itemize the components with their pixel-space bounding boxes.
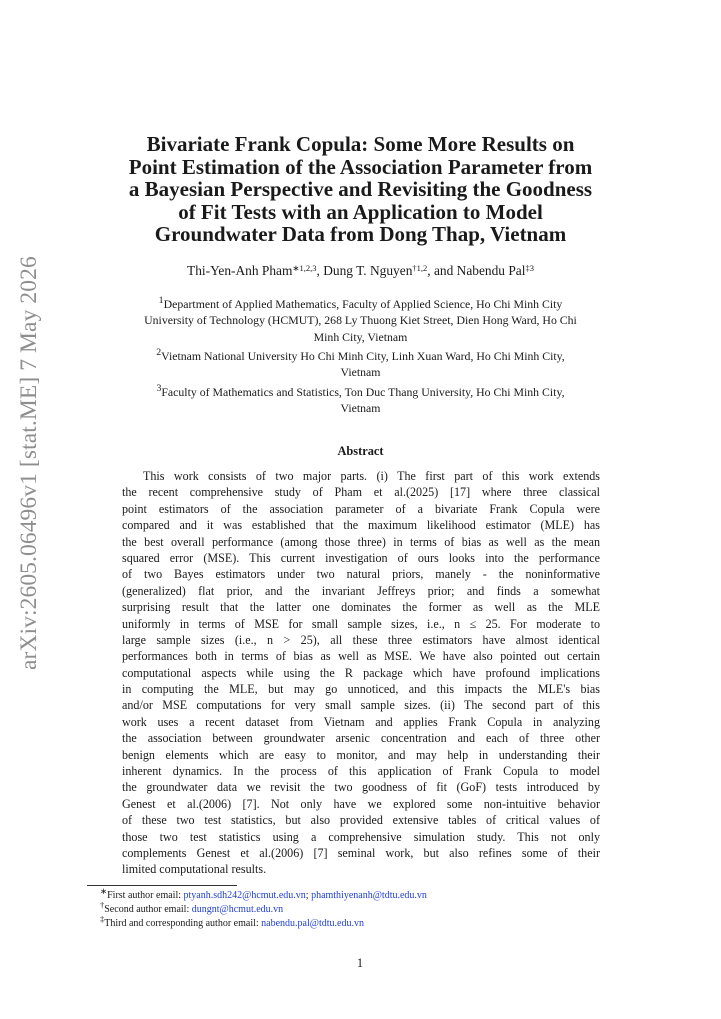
footnote-third-author xyxy=(100,914,620,931)
author-name: Thi-Yen-Anh Pham xyxy=(187,263,293,278)
footnote-first-author xyxy=(100,886,620,903)
author-marks: ∗1,2,3 xyxy=(292,263,317,273)
email-link[interactable]: phamthiyenanh@tdtu.edu.vn xyxy=(311,890,427,901)
footnote-rule xyxy=(87,885,237,886)
abstract-line: uniformly in terms of MSE for small sample sizes, i.e., n ≤ 25. For moderate to xyxy=(122,616,600,631)
abstract-line: compared and it was established that the maximum likelihood estimator (MLE) has xyxy=(122,518,600,533)
author-marks: †1,2 xyxy=(412,263,428,273)
affiliation-line: Vietnam xyxy=(340,365,381,380)
abstract-line: Genest et al.(2006) [7]. Not only have we explored some non-intuitive behavior xyxy=(122,796,600,811)
abstract-line: of these two test statistics, but also provided extensive tables of critical values of xyxy=(122,813,600,828)
abstract-line: This work consists of two major parts. (i) The first part of this work extends xyxy=(143,469,600,483)
abstract-line: of two Bayes estimators under two natural priors, manely - the noninformative xyxy=(122,567,600,582)
affiliation-line xyxy=(86,293,635,312)
abstract-line: work uses a recent dataset from Vietnam and applies Frank Copula in analyzing xyxy=(122,714,600,729)
arxiv-identifier: arXiv:2605.06496v1 [stat.ME] 7 May 2026 xyxy=(16,256,42,670)
affiliation-line: Minh City, Vietnam xyxy=(313,329,408,344)
affiliation-line: University of Technology (HCMUT), 268 Ly Thuong Kiet Street, Dien Hong Ward, Ho Chi xyxy=(144,313,577,328)
footnote-label: First author email: xyxy=(107,890,184,901)
abstract-line: point estimators of the association parameter of a bivariate Frank Copula were xyxy=(122,501,600,516)
title-line: Groundwater Data from Dong Thap, Vietnam xyxy=(154,222,567,246)
email-link[interactable]: ptyanh.sdh242@hcmut.edu.vn xyxy=(183,890,306,901)
abstract-heading: Abstract xyxy=(337,444,384,458)
abstract-line: the best overall performance (among those three) in terms of bias as well as the mean xyxy=(122,534,600,549)
footnote-mark: ‡ xyxy=(100,914,105,924)
footnote-label: Third and corresponding author email: xyxy=(104,918,262,929)
abstract-body xyxy=(122,468,600,878)
affiliation-line xyxy=(86,381,635,400)
abstract-line: the recent comprehensive study of Pham et al.(2025) [17] where three classical xyxy=(122,485,600,500)
author-name: Nabendu Pal xyxy=(456,263,526,278)
abstract-line: performances both in terms of bias as well as MSE. We have also pointed out certain xyxy=(122,649,600,664)
email-link[interactable]: nabendu.pal@tdtu.edu.vn xyxy=(261,918,364,929)
author-list xyxy=(80,263,641,279)
abstract-line: surprising result that the latter one dominates the former as well as the MLE xyxy=(122,600,600,615)
title-line: of Fit Tests with an Application to Model xyxy=(178,199,543,224)
footnote-separator: ; xyxy=(305,890,312,901)
email-link[interactable]: dungnt@hcmut.edu.vn xyxy=(191,904,284,915)
affiliation-line xyxy=(86,345,635,364)
footnote-mark: ∗ xyxy=(100,886,108,896)
affiliation-mark: 1 xyxy=(158,295,164,306)
abstract-line: computational aspects while using the R package which have profound implications xyxy=(122,665,600,680)
affiliation-text: Faculty of Mathematics and Statistics, Ton Duc Thang University, Ho Chi Minh City, xyxy=(161,384,565,399)
abstract-line: inherent dynamics. In the process of this application of Frank Copula to model xyxy=(122,764,600,779)
abstract-line: squared error (MSE). This current investigation of ours looks into the performance xyxy=(122,550,600,565)
abstract-line: (generalized) flat prior, and the invariant Jeffreys prior; and finds a somewhat xyxy=(122,583,600,598)
affiliation-text: Department of Applied Mathematics, Faculty of Applied Science, Ho Chi Minh City xyxy=(163,296,563,311)
abstract-line: and/or MSE computations for very small sample sizes. (ii) The second part of this xyxy=(122,698,600,713)
affiliation-mark: 3 xyxy=(156,382,162,394)
author-name: Dung T. Nguyen xyxy=(323,263,413,278)
abstract-line: the association between groundwater arsenic concentration and each of three other xyxy=(122,731,600,746)
abstract-line: complements Genest et al.(2006) [7] seminal work, but also refines some of their xyxy=(122,845,600,860)
author-separator: , xyxy=(316,263,324,278)
abstract-line: limited computational results. xyxy=(122,862,267,877)
title-line: a Bayesian Perspective and Revisiting the Goodness xyxy=(128,177,593,201)
affiliation-text: Vietnam National University Ho Chi Minh City, Linh Xuan Ward, Ho Chi Minh City, xyxy=(161,349,565,364)
title-line: Bivariate Frank Copula: Some More Results on xyxy=(146,132,575,156)
footnote-second-author xyxy=(100,900,620,917)
abstract-line: those two test statistics using a comprehensive simulation study. This not only xyxy=(122,829,600,844)
affiliation-line: Vietnam xyxy=(340,401,381,416)
affiliation-mark: 2 xyxy=(156,347,162,359)
abstract-line: in computing the MLE, but may go unnoticed, and this impacts the MLE's bias xyxy=(122,682,600,697)
footnotes xyxy=(100,886,620,931)
title-line: Point Estimation of the Association Parameter from xyxy=(128,154,593,179)
page-number: 1 xyxy=(356,956,364,970)
abstract-line: large sample sizes (i.e., n > 25), all these three estimators have almost identical xyxy=(122,632,600,647)
abstract-line: the groundwater data we revisit the two goodness of fit (GoF) tests introduced by xyxy=(122,780,600,795)
footnote-mark: † xyxy=(100,900,105,910)
author-marks: ‡3 xyxy=(525,263,534,273)
abstract-line: benign elements which are easy to monitor, and may help in understanding their xyxy=(122,747,600,762)
affiliations xyxy=(86,293,635,417)
author-separator: , and xyxy=(427,263,457,278)
footnote-label: Second author email: xyxy=(104,904,192,915)
paper-title xyxy=(80,133,641,246)
